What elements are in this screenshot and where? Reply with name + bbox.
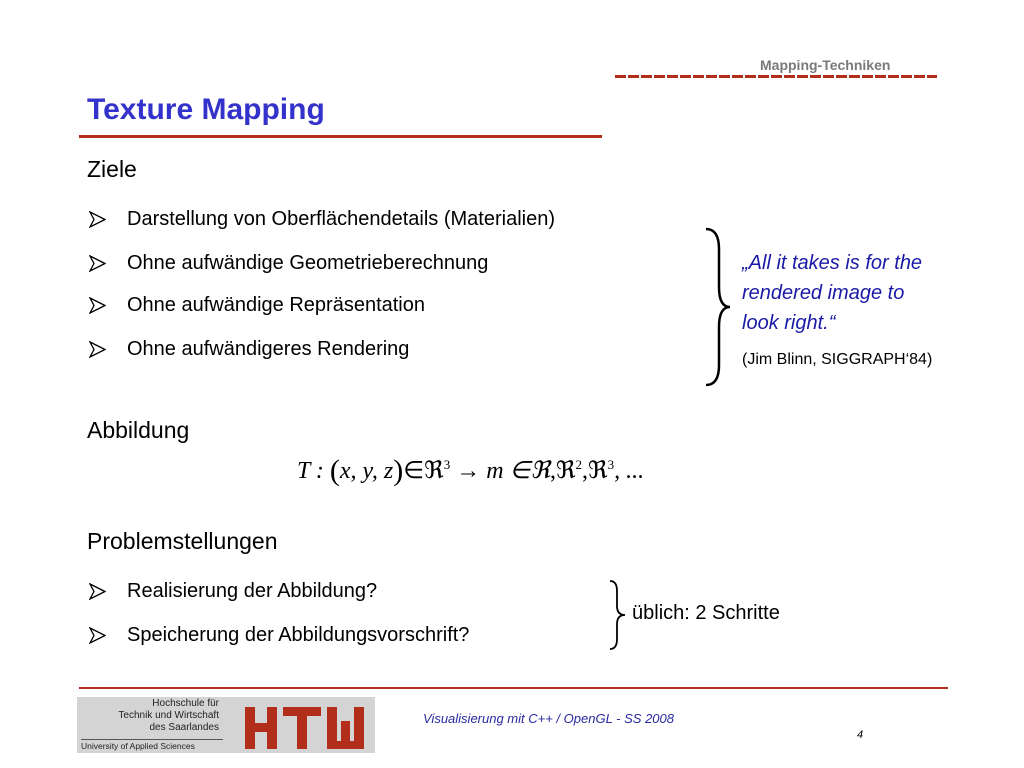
list-item-text: Ohne aufwändige Geometrieberechnung [127,252,489,274]
university-logo [77,697,227,753]
list-item-text: Darstellung von Oberflächendetails (Materialien) [127,208,555,230]
list-item [89,208,555,231]
curly-brace-icon [606,578,630,652]
header-dashed-rule [615,75,937,78]
quote-source: (Jim Blinn, SIGGRAPH‘84) [742,351,933,368]
formula-lhs: T : [297,458,330,484]
logo-text-line: Technik und Wirtschaft [118,710,219,721]
logo-text-line: University of Applied Sciences [81,741,195,751]
formula-codomain2-exp: 2 [575,457,583,472]
arrow-bullet-icon [89,255,106,272]
logo-divider [81,739,223,740]
curly-brace-icon [700,225,734,390]
arrow-bullet-icon [89,297,106,314]
section-heading-ziele: Ziele [87,156,137,182]
arrow-bullet-icon [89,627,106,644]
problem-note: üblich: 2 Schritte [632,602,780,624]
arrow-bullet-icon [89,211,106,228]
htw-logo-icon [227,697,375,753]
logo-text-line: des Saarlandes [149,722,219,733]
list-item-text: Ohne aufwändigeres Rendering [127,338,410,360]
list-item-text: Ohne aufwändige Repräsentation [127,294,425,316]
formula-tail: , ... [614,458,645,484]
formula-codomain3-exp: 3 [607,457,615,472]
formula-args: x, y, z [339,458,394,484]
mapping-formula: T : (x, y, z)∈ℜ$^3$ → m ∈ℜ,ℜ$^2$,ℜ$^3$, ... [297,454,645,487]
arrow-bullet-icon [89,583,106,600]
formula-domain: ∈ℜ [403,458,444,484]
footer-rule [79,687,948,689]
section-heading-abbildung: Abbildung [87,417,190,443]
course-title: Visualisierung mit C++ / OpenGL - SS 2008 [423,711,674,726]
title-underline [79,135,602,138]
section-heading-problemstellungen: Problemstellungen [87,528,278,554]
page-number: 4 [857,729,864,741]
section-label: Mapping-Techniken [760,57,891,73]
logo-text-line: Hochschule für [152,698,219,709]
formula-arrow: → m ∈ℜ [450,458,550,484]
list-item [89,294,425,317]
list-item-text: Realisierung der Abbildung? [127,580,378,602]
list-item [89,580,377,603]
quote-text: „All it takes is for the rendered image to look right.“ [742,252,923,334]
htw-wordmark [227,697,375,753]
list-item-text: Speicherung der Abbildungsvorschrift? [127,624,470,646]
formula-codomain3: ,ℜ [582,458,608,484]
slide-title: Texture Mapping [87,93,325,126]
formula-codomain2: ,ℜ [549,458,576,484]
list-item [89,624,469,647]
arrow-bullet-icon [89,341,106,358]
formula-domain-exp: 3 [443,457,451,472]
list-item [89,338,409,361]
list-item [89,252,488,275]
